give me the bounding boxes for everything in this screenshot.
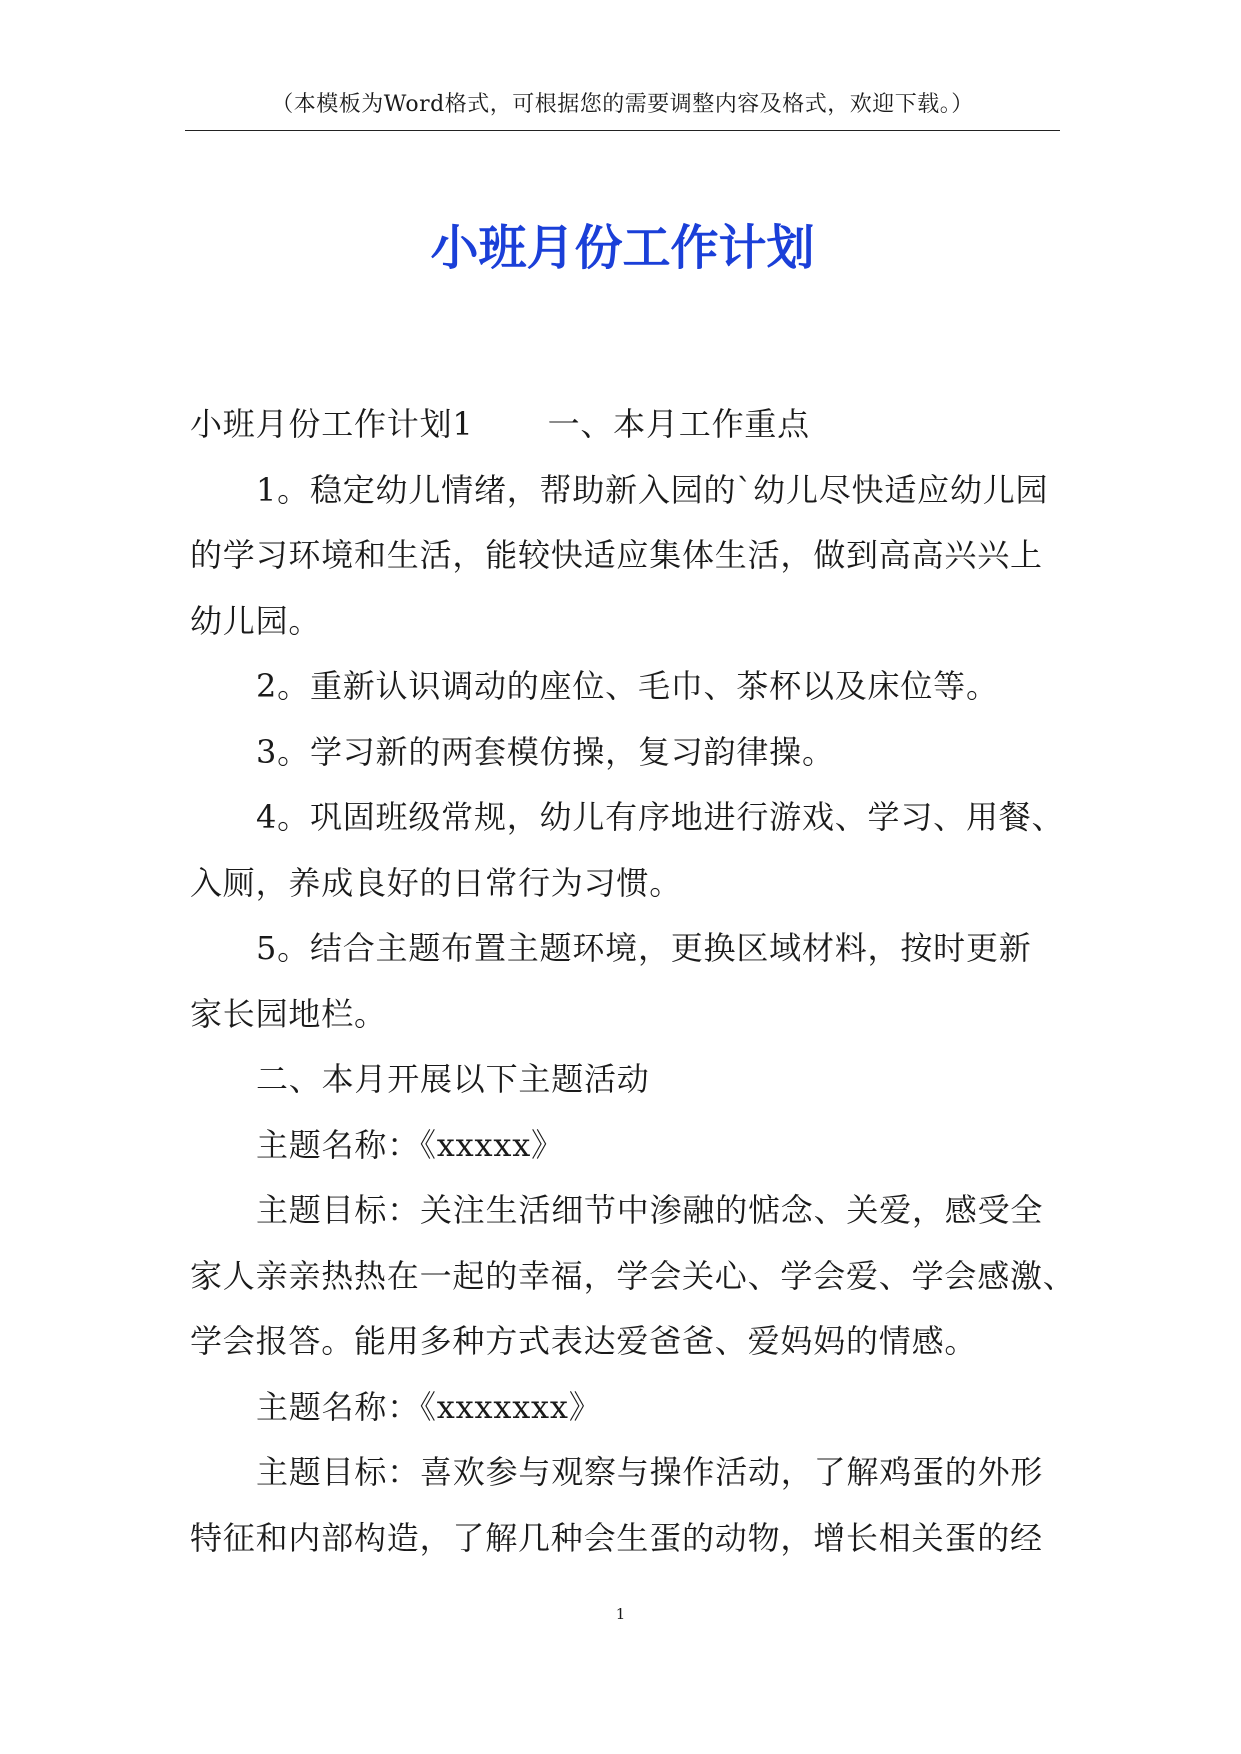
paragraph-line: 4。巩固班级常规，幼儿有序地进行游戏、学习、用餐、: [256, 798, 1065, 836]
paragraph-line: 家长园地栏。: [190, 994, 387, 1033]
paragraph-line: 特征和内部构造，了解几种会生蛋的动物，增长相关蛋的经: [190, 1518, 1043, 1557]
document-body: [190, 392, 1076, 1571]
theme-goal-line: 主题目标：喜欢参与观察与操作活动，了解鸡蛋的外形: [256, 1453, 1044, 1491]
section-heading-1: 一、本月工作重点: [547, 405, 810, 443]
paragraph-line: 家人亲亲热热在一起的幸福，学会关心、学会爱、学会感激、: [190, 1256, 1076, 1295]
document-title: 小班月份工作计划: [430, 220, 815, 276]
intro-label: 小班月份工作计划1: [190, 405, 474, 443]
paragraph-line: 2。重新认识调动的座位、毛巾、茶杯以及床位等。: [256, 667, 999, 705]
header-divider: [185, 130, 1060, 131]
page-number: 1: [615, 1605, 626, 1623]
paragraph-line: 1。稳定幼儿情绪，帮助新入园的`幼儿尽快适应幼儿园: [256, 470, 1049, 509]
intro-line: [190, 392, 1060, 458]
theme-name-line: 主题名称：《xxxxx》: [256, 1125, 564, 1164]
paragraph-line: 的学习环境和生活，能较快适应集体生活，做到高高兴兴上: [190, 536, 1043, 574]
section-heading-2: 二、本月开展以下主题活动: [256, 1060, 650, 1098]
paragraph-line: 3。学习新的两套模仿操，复习韵律操。: [256, 732, 835, 771]
header-note: （本模板为Word格式，可根据您的需要调整内容及格式，欢迎下载。）: [271, 92, 974, 117]
paragraph-line: 幼儿园。: [190, 601, 322, 640]
theme-name-line: 主题名称：《xxxxxxx》: [256, 1387, 602, 1426]
paragraph-line: 入厕，养成良好的日常行为习惯。: [190, 863, 683, 902]
theme-goal-line: 主题目标：关注生活细节中渗融的惦念、关爱，感受全: [256, 1191, 1044, 1229]
paragraph-line: 5。结合主题布置主题环境，更换区域材料，按时更新: [256, 929, 1032, 967]
paragraph-line: 学会报答。能用多种方式表达爱爸爸、爱妈妈的情感。: [190, 1322, 978, 1360]
